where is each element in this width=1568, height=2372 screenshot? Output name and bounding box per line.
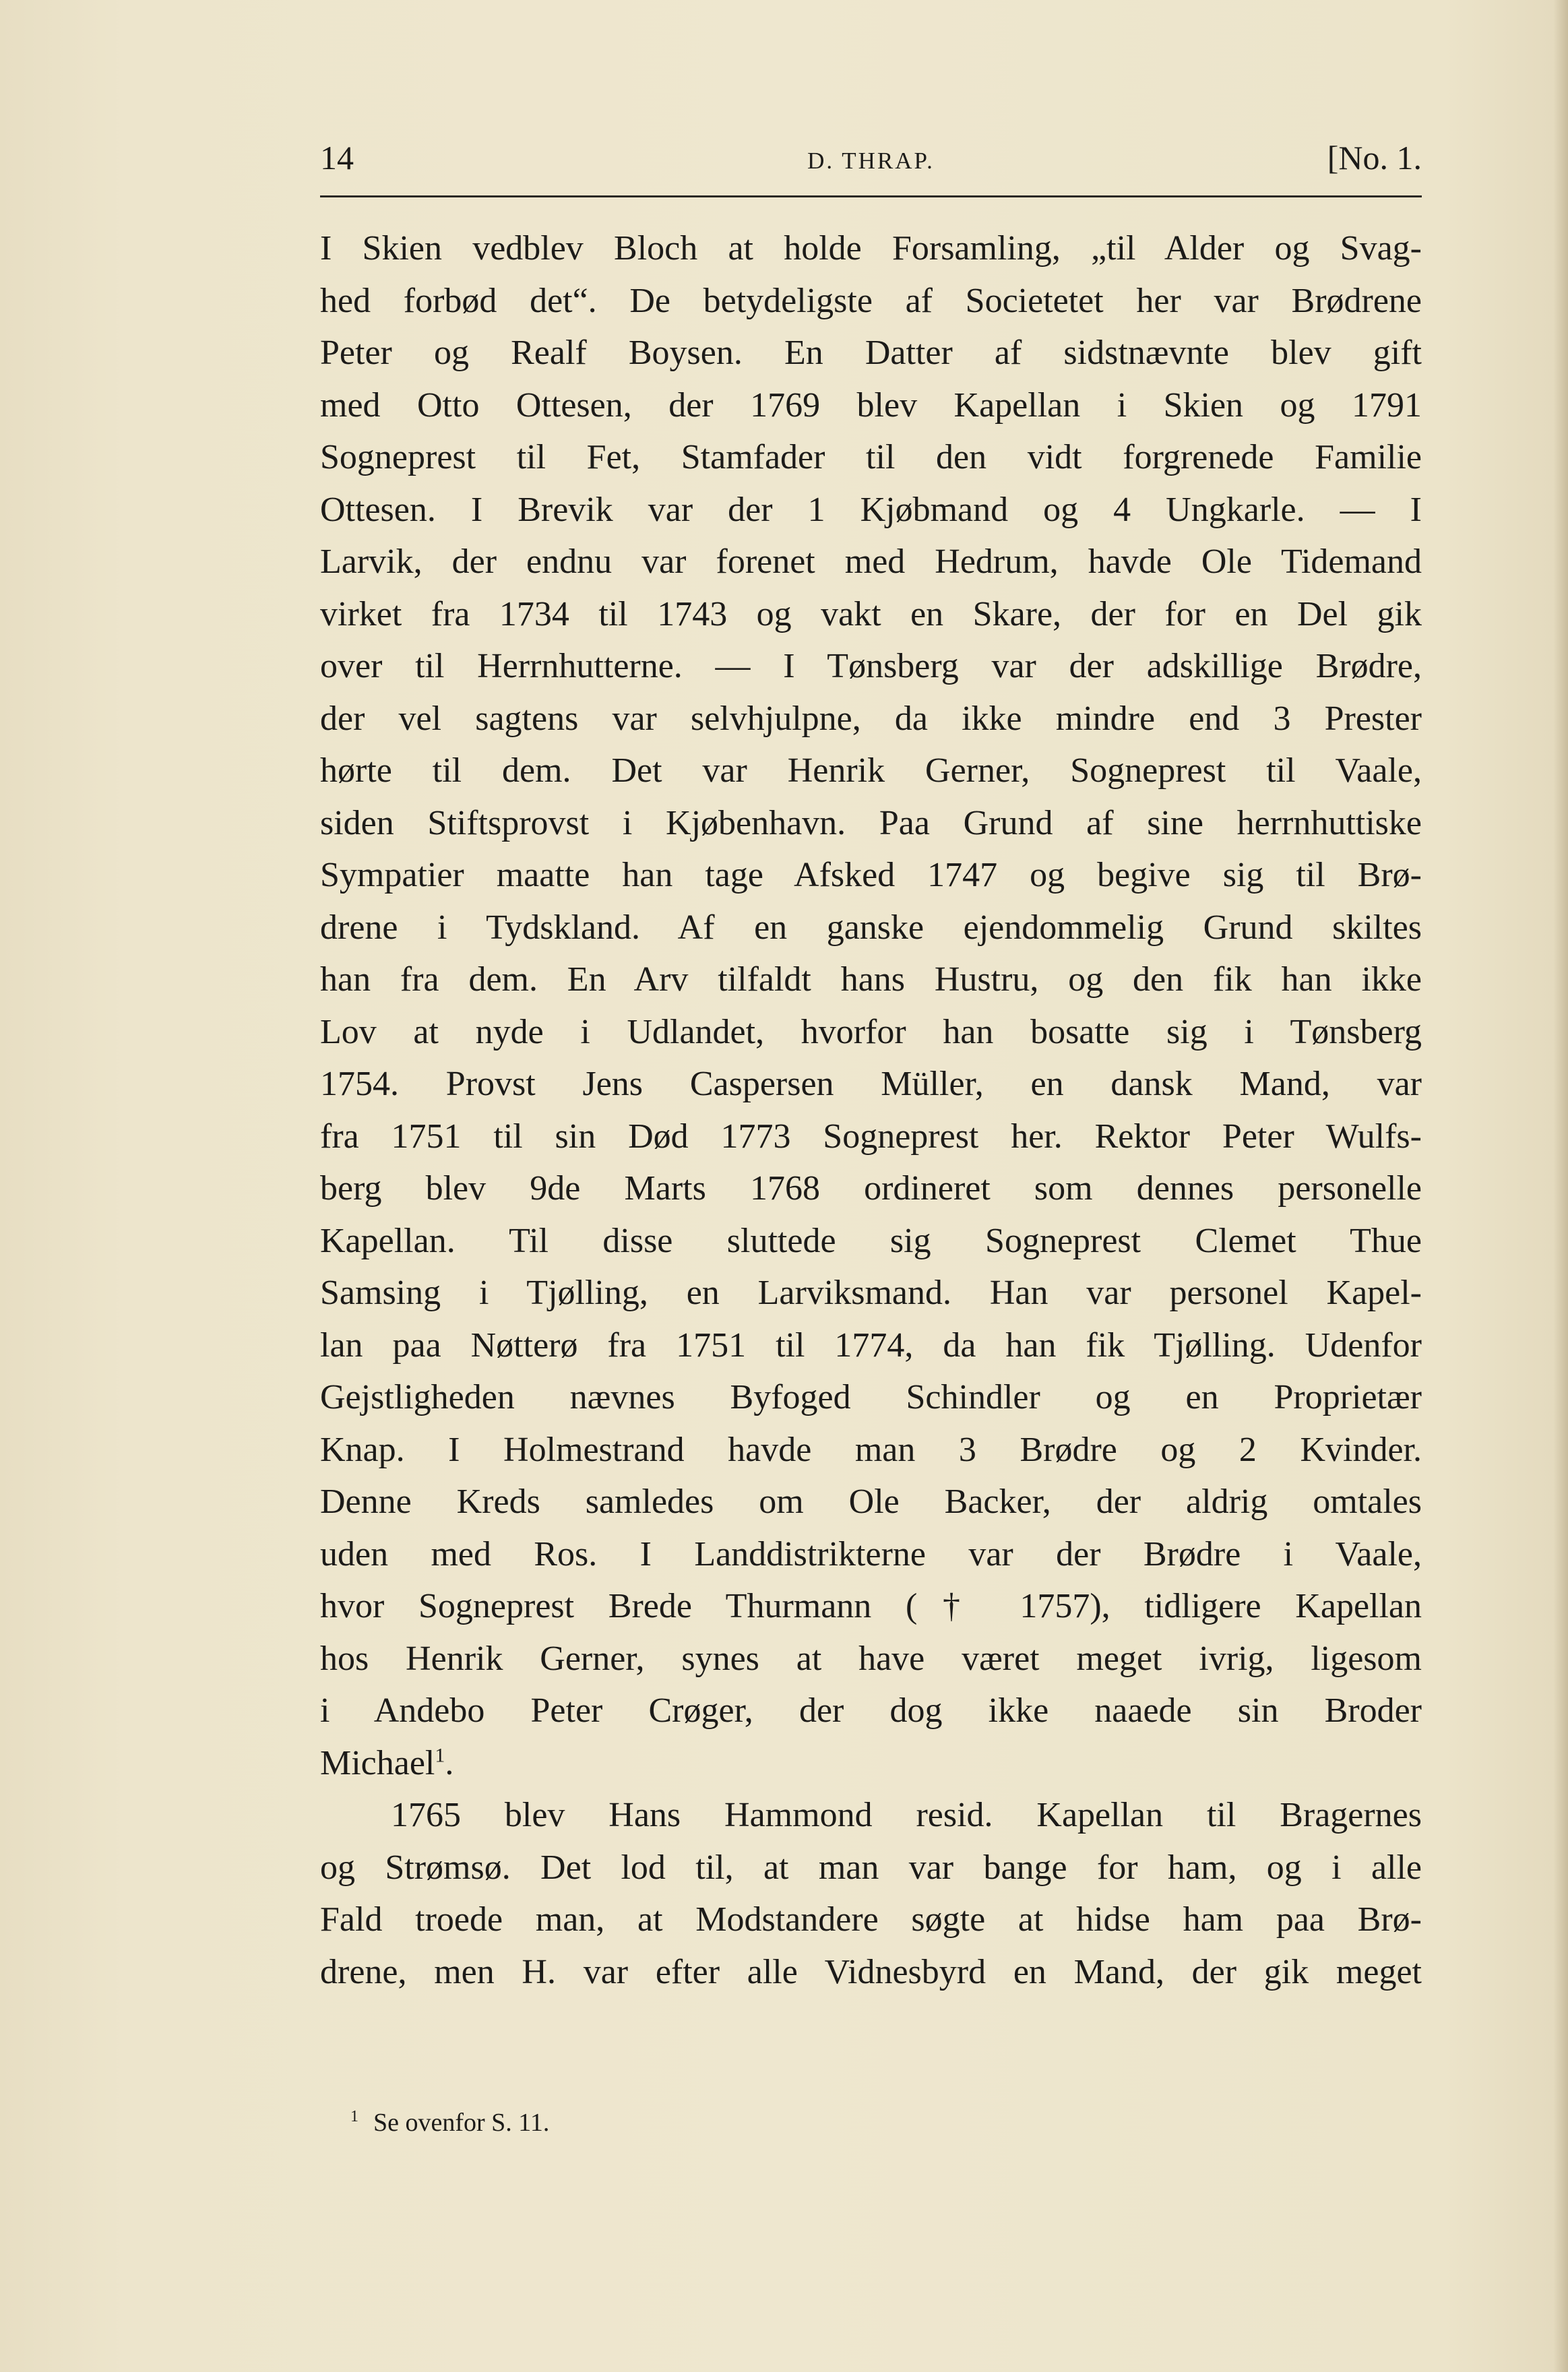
footnote-reference: 1: [435, 1744, 445, 1767]
text-line: Ottesen. I Brevik var der 1 Kjøbmand og 4 Ungkarle. — I: [320, 490, 1422, 529]
text-line: med Otto Ottesen, der 1769 blev Kapellan i Skien og 1791: [320, 385, 1422, 425]
text-line: hed forbød det“. De betydeligste af Societetet her var Brødrene: [320, 281, 1422, 320]
text-line: Denne Kreds samledes om Ole Backer, der aldrig omtales: [320, 1482, 1422, 1521]
text-line: han fra dem. En Arv tilfaldt hans Hustru, og den fik han ikke: [320, 960, 1422, 999]
text-line: Lov at nyde i Udlandet, hvorfor han bosatte sig i Tønsberg: [320, 1012, 1422, 1051]
text-line: siden Stiftsprovst i Kjøbenhavn. Paa Grund af sine herrnhuttiske: [320, 803, 1422, 842]
text-line: Sympatier maatte han tage Afsked 1747 og begive sig til Brø-: [320, 856, 1422, 894]
text-line: berg blev 9de Marts 1768 ordineret som dennes personelle: [320, 1169, 1422, 1208]
sentence-period: .: [445, 1743, 454, 1782]
text-line: Kapellan. Til disse sluttede sig Sogneprest Clemet Thue: [320, 1221, 1422, 1260]
text-line: drene, men H. var efter alle Vidnesbyrd en Mand, der gik meget: [320, 1952, 1422, 1991]
text-line: hørte til dem. Det var Henrik Gerner, Sogneprest til Vaale,: [320, 751, 1422, 790]
text-line: virket fra 1734 til 1743 og vakt en Skare, der for en Del gik: [320, 594, 1422, 633]
running-header: [320, 138, 1422, 192]
text-line-content: Michael: [320, 1743, 435, 1782]
running-title: D. THRAP.: [807, 148, 935, 174]
text-line: Samsing i Tjølling, en Larviksmand. Han var personel Kapel-: [320, 1274, 1422, 1312]
text-line: Knap. I Holmestrand havde man 3 Brødre og 2 Kvinder.: [320, 1430, 1422, 1469]
text-line: I Skien vedblev Bloch at holde Forsamling, „til Alder og Svag-: [320, 229, 1422, 268]
text-line-paragraph-start: 1765 blev Hans Hammond resid. Kapellan til Bragernes: [391, 1796, 1422, 1834]
text-line: Larvik, der endnu var forenet med Hedrum, havde Ole Tidemand: [320, 542, 1422, 581]
page-edge-shadow: [1553, 0, 1568, 2372]
text-line: 1754. Provst Jens Caspersen Müller, en dansk Mand, var: [320, 1065, 1422, 1103]
header-rule: [320, 195, 1422, 197]
text-line: der vel sagtens var selvhjulpne, da ikke mindre end 3 Prester: [320, 699, 1422, 738]
footnote: [350, 2102, 549, 2143]
text-line: i Andebo Peter Crøger, der dog ikke naaede sin Broder: [320, 1691, 1422, 1730]
text-line: Peter og Realf Boysen. En Datter af sidstnævnte blev gift: [320, 334, 1422, 372]
page-number: 14: [320, 139, 354, 177]
text-line: Fald troede man, at Modstandere søgte at hidse ham paa Brø-: [320, 1900, 1422, 1939]
text-line: hvor Sogneprest Brede Thurmann († 1757), tidligere Kapellan: [320, 1587, 1422, 1625]
text-line: drene i Tydskland. Af en ganske ejendommelig Grund skiltes: [320, 908, 1422, 947]
text-line: over til Herrnhutterne. — I Tønsberg var der adskillige Brødre,: [320, 647, 1422, 685]
body-text: [320, 222, 1422, 1998]
text-line: Sogneprest til Fet, Stamfader til den vidt forgrenede Familie: [320, 438, 1422, 476]
footnote-text: Se ovenfor S. 11.: [373, 2109, 550, 2137]
issue-number: [No. 1.: [1327, 139, 1422, 177]
text-line: hos Henrik Gerner, synes at have været meget ivrig, ligesom: [320, 1639, 1422, 1678]
footnote-marker: 1: [350, 2108, 358, 2126]
text-line: og Strømsø. Det lod til, at man var bange for ham, og i alle: [320, 1848, 1422, 1887]
text-line: fra 1751 til sin Død 1773 Sogneprest her. Rektor Peter Wulfs-: [320, 1117, 1422, 1156]
text-line: uden med Ros. I Landdistrikterne var der Brødre i Vaale,: [320, 1534, 1422, 1573]
text-line-paragraph-end: [320, 1737, 1422, 1790]
text-line: Gejstligheden nævnes Byfoged Schindler og en Proprietær: [320, 1378, 1422, 1416]
text-line: lan paa Nøtterø fra 1751 til 1774, da han fik Tjølling. Udenfor: [320, 1325, 1422, 1365]
